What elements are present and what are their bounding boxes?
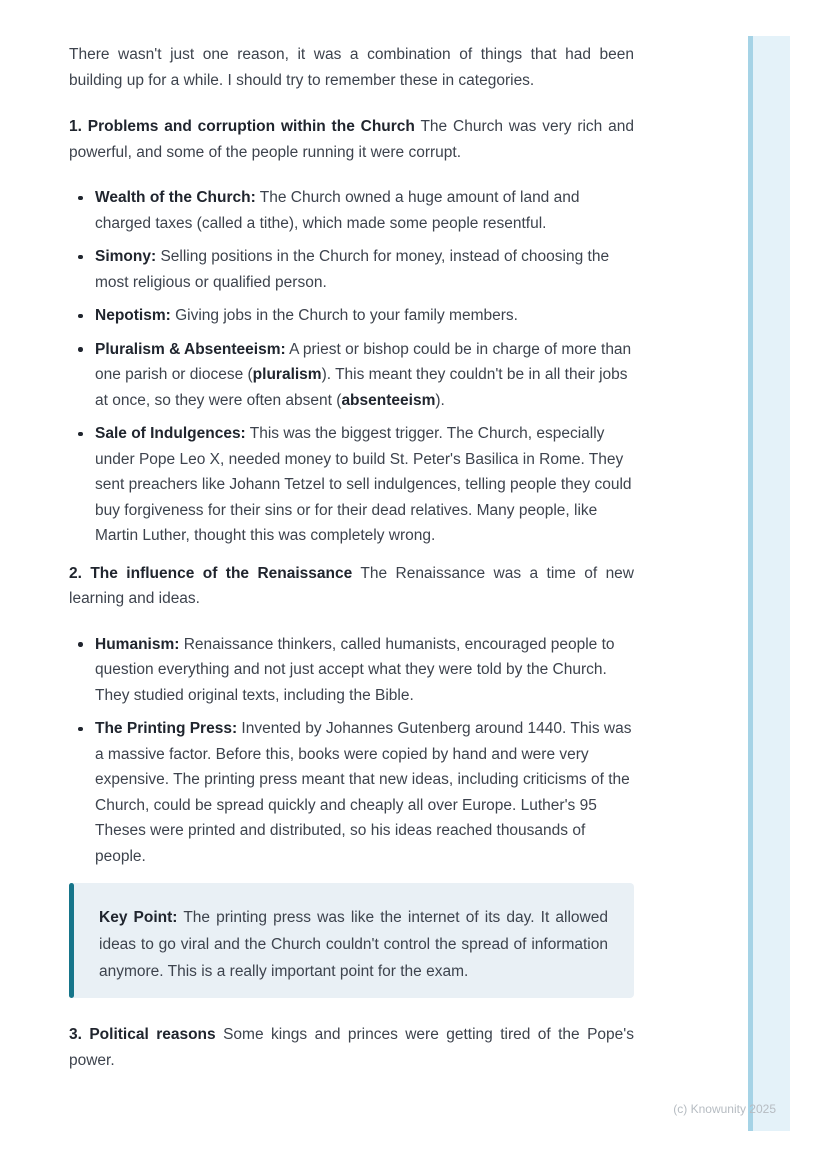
list-item (69, 303, 634, 329)
bullet-inline-bold: absenteeism (341, 391, 436, 409)
bullet-text: Nepotism: Giving jobs in the Church to your family members. (95, 307, 518, 324)
callout-accent-bar (69, 883, 74, 998)
key-point-label: Key Point: (99, 909, 178, 926)
key-point-text: Key Point: The printing press was like the internet of its day. It allowed ideas to go viral and the Church couldn't control the spread of information anymore. This is a really important point for the exam. (99, 909, 608, 980)
intro-paragraph: There wasn't just one reason, it was a combination of things that had been building up for a while. I should try to remember these in categories. (69, 46, 634, 89)
bullet-icon (78, 314, 83, 319)
bullet-icon (78, 432, 83, 437)
bullet-text: Wealth of the Church: The Church owned a huge amount of land and charged taxes (called a tithe), which made some people resentful. (95, 189, 580, 232)
bullet-text: Pluralism & Absenteeism: A priest or bishop could be in charge of more than one parish or diocese (pluralism). This meant they couldn't be in all their jobs at once, so they were often absent (absenteeism). (95, 340, 632, 409)
section-1-lead-text: The Church was very rich and powerful, and some of the people running it were corrupt. (69, 118, 635, 161)
bullet-icon (78, 196, 83, 201)
bullet-icon (78, 642, 83, 647)
bullet-term: Humanism: (95, 635, 180, 653)
bullet-text: Sale of Indulgences: This was the biggest trigger. The Church, especially under Pope Leo X, needed money to build St. Peter's Basilica in Rome. They sent preachers like Johann Tetzel to sell indulgences, telling people they could buy forgiveness for their sins or for their dead relatives. Many people, like Martin Luther, thought this was completely wrong. (95, 425, 632, 544)
bullet-icon (78, 727, 83, 732)
list-item (69, 185, 634, 236)
section-1-heading: 1. Problems and corruption within the Church (69, 118, 415, 135)
list-item (69, 632, 634, 709)
bullet-term: Sale of Indulgences: (95, 425, 246, 442)
bullet-text: Simony: Selling positions in the Church for money, instead of choosing the most religious or qualified person. (95, 248, 610, 291)
bullet-icon (78, 347, 83, 352)
bullet-term: Simony: (95, 248, 157, 265)
document-content (69, 42, 634, 1073)
section-2-heading: 2. The influence of the Renaissance (69, 564, 353, 582)
bullet-term: Wealth of the Church: (95, 189, 256, 206)
section-3-heading: 3. Political reasons (69, 1026, 216, 1043)
bullet-term: Nepotism: (95, 307, 171, 324)
section-2-bullet-list (69, 632, 634, 870)
bullet-inline-bold: pluralism (252, 366, 322, 383)
section-2-lead (69, 561, 634, 612)
section-3-lead (69, 1022, 634, 1073)
section-1-bullet-list (69, 185, 634, 549)
key-point-callout (69, 883, 634, 998)
section-3-lead-text: Some kings and princes were getting tired of the Pope's power. (69, 1026, 634, 1069)
bullet-icon (78, 255, 83, 260)
bullet-text: Humanism: Renaissance thinkers, called humanists, encouraged people to question everything and not just accept what they were told by the Church. They studied original texts, including the Bible. (95, 635, 615, 704)
page-edge-strip (753, 36, 790, 1131)
bullet-term: Pluralism & Absenteeism: (95, 340, 286, 358)
section-1-lead (69, 114, 634, 165)
watermark-text: (c) Knowunity 2025 (673, 1102, 776, 1116)
list-item (69, 716, 634, 869)
list-item (69, 421, 634, 549)
bullet-text: The Printing Press: Invented by Johannes Gutenberg around 1440. This was a massive factor. Before this, books were copied by hand and were very expensive. The printing press meant that new ideas, including criticisms of the Church, could be spread quickly and cheaply all over Europe. Luther's 95 Theses were printed and distributed, so his ideas reached thousands of people. (95, 720, 632, 865)
bullet-term: The Printing Press: (95, 720, 238, 737)
section-2-lead-text: The Renaissance was a time of new learning and ideas. (69, 564, 634, 607)
list-item (69, 337, 634, 414)
page-edge-strip-line (748, 36, 753, 1131)
list-item (69, 244, 634, 295)
